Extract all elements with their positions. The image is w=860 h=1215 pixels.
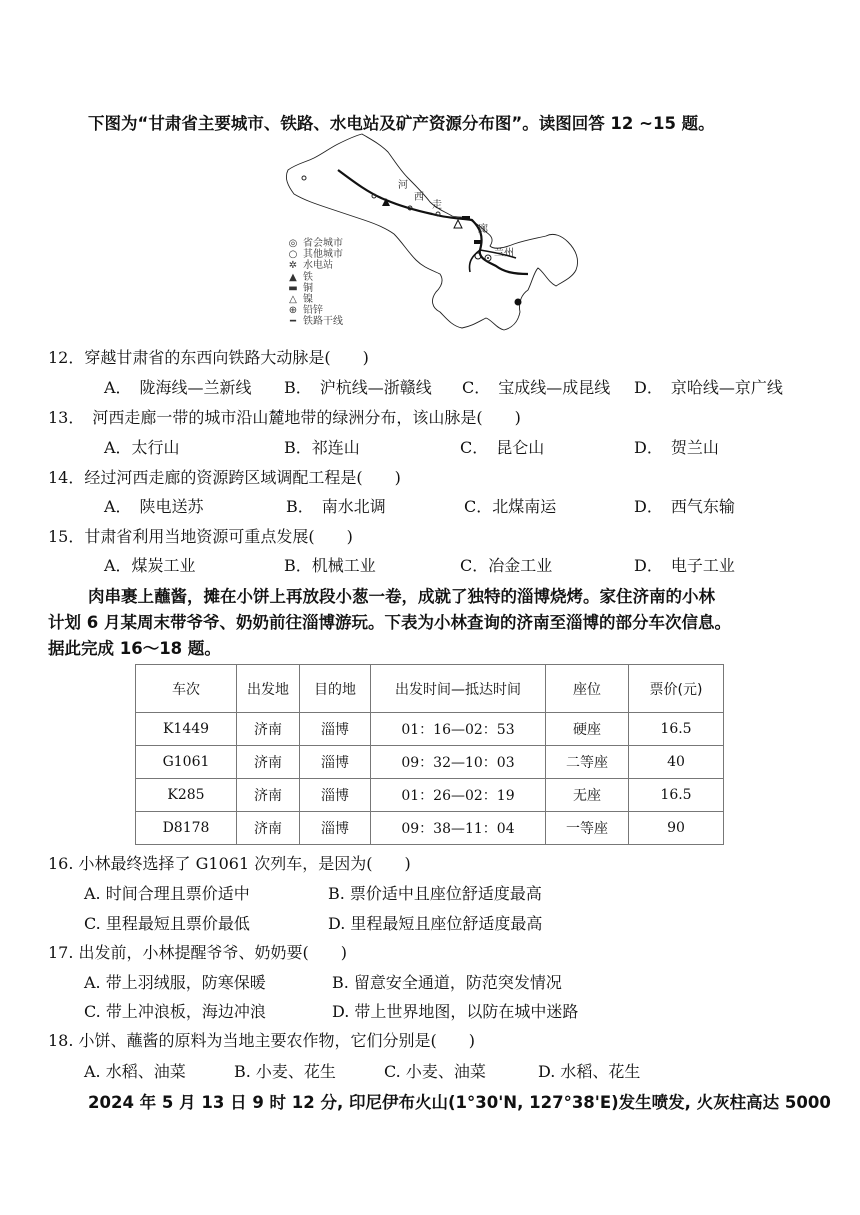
departure-city: 济南 — [237, 779, 300, 812]
column-header: 车次 — [136, 665, 237, 713]
table-row — [136, 812, 724, 845]
destination-city: 淄博 — [300, 746, 371, 779]
column-header: 座位 — [546, 665, 629, 713]
legend-symbol-icon: ⊕ — [288, 305, 298, 317]
legend-item — [283, 260, 343, 271]
travel-time: 01：26—02：19 — [371, 779, 546, 812]
legend-symbol-icon: ○ — [288, 249, 298, 261]
question-17: 17. 出发前，小林提醒爷爷、奶奶要( ) — [48, 943, 348, 962]
q13-option-d[interactable]: D． 贺兰山 — [634, 438, 719, 457]
travel-time: 09：32—10：03 — [371, 746, 546, 779]
q15-option-b[interactable]: B．机械工业 — [284, 556, 376, 575]
destination-city: 淄博 — [300, 779, 371, 812]
capital-city-center — [487, 257, 489, 259]
legend-symbol-icon: ◎ — [288, 238, 298, 249]
map-label: 廊 — [478, 224, 488, 235]
legend-item — [283, 305, 343, 316]
map-label: 走 — [432, 200, 442, 211]
legend-label: 铅锌 — [303, 305, 323, 317]
travel-time: 01：16—02：53 — [371, 713, 546, 746]
map-legend — [283, 238, 343, 328]
question-12: 12．穿越甘肃省的东西向铁路大动脉是( ) — [48, 348, 369, 367]
legend-label: 水电站 — [303, 260, 333, 272]
section-intro-map: 下图为“甘肃省主要城市、铁路、水电站及矿产资源分布图”。读图回答 12 ~15 题。 — [88, 114, 715, 133]
travel-time: 09：38—11：04 — [371, 812, 546, 845]
legend-symbol-icon: △ — [289, 294, 297, 306]
legend-symbol-icon: ✲ — [288, 260, 298, 272]
legend-item — [283, 272, 343, 283]
legend-label: 省会城市 — [303, 238, 343, 249]
legend-item — [283, 316, 343, 327]
ticket-price: 40 — [629, 746, 724, 779]
q17-option-c[interactable]: C. 带上冲浪板，海边冲浪 — [84, 1002, 266, 1021]
legend-label: 铁路干线 — [303, 316, 343, 328]
train-number: K1449 — [136, 713, 237, 746]
destination-city: 淄博 — [300, 713, 371, 746]
legend-label: 铁 — [303, 271, 313, 283]
legend-symbol-icon: ▲ — [289, 271, 297, 283]
section-intro-zibo-line3: 据此完成 16～18 题。 — [48, 639, 221, 658]
q17-option-b[interactable]: B. 留意安全通道，防范突发情况 — [332, 973, 562, 992]
column-header: 出发地 — [237, 665, 300, 713]
q12-option-b[interactable]: B． 沪杭线—浙赣线 — [284, 378, 432, 397]
seat-class: 硬座 — [546, 713, 629, 746]
section-intro-zibo-line1: 肉串裹上蘸酱，摊在小饼上再放段小葱一卷，成就了独特的淄博烧烤。家住济南的小林 — [88, 587, 715, 606]
train-schedule-table — [135, 664, 724, 845]
table-row — [136, 713, 724, 746]
train-number: G1061 — [136, 746, 237, 779]
copper-mine-icon — [474, 240, 482, 244]
q15-option-d[interactable]: D． 电子工业 — [634, 556, 735, 575]
q15-option-c[interactable]: C．冶金工业 — [460, 556, 553, 575]
q17-option-a[interactable]: A. 带上羽绒服，防寒保暖 — [84, 973, 266, 992]
legend-item — [283, 294, 343, 305]
q15-option-a[interactable]: A．煤炭工业 — [104, 556, 196, 575]
departure-city: 济南 — [237, 746, 300, 779]
departure-city: 济南 — [237, 812, 300, 845]
legend-label: 镍 — [303, 294, 313, 306]
q16-option-b[interactable]: B. 票价适中且座位舒适度最高 — [328, 884, 542, 903]
section-intro-zibo-line2: 计划 6 月某周末带爷爷、奶奶前往淄博游玩。下表为小林查询的济南至淄博的部分车次信息。 — [48, 613, 731, 632]
question-14: 14．经过河西走廊的资源跨区域调配工程是( ) — [48, 468, 401, 487]
city-dot — [302, 176, 306, 180]
map-label: 西 — [414, 192, 424, 203]
question-18: 18. 小饼、蘸酱的原料为当地主要农作物，它们分别是( ) — [48, 1031, 476, 1050]
q14-option-c[interactable]: C．北煤南运 — [464, 497, 557, 516]
column-header: 出发时间—抵达时间 — [371, 665, 546, 713]
table-row — [136, 746, 724, 779]
q18-option-c[interactable]: C. 小麦、油菜 — [384, 1062, 486, 1081]
map-label: 河 — [398, 180, 408, 191]
question-16: 16. 小林最终选择了 G1061 次列车，是因为( ) — [48, 854, 411, 873]
q16-option-c[interactable]: C. 里程最短且票价最低 — [84, 914, 250, 933]
legend-label: 其他城市 — [303, 249, 343, 261]
ticket-price: 90 — [629, 812, 724, 845]
table-row — [136, 779, 724, 812]
q14-option-d[interactable]: D． 西气东输 — [634, 497, 735, 516]
q12-option-d[interactable]: D． 京哈线—京广线 — [634, 378, 783, 397]
question-13: 13． 河西走廊一带的城市沿山麓地带的绿洲分布，该山脉是( ) — [48, 408, 521, 427]
ticket-price: 16.5 — [629, 779, 724, 812]
seat-class: 二等座 — [546, 746, 629, 779]
q18-option-d[interactable]: D. 水稻、花生 — [538, 1062, 641, 1081]
seat-class: 无座 — [546, 779, 629, 812]
map-label: 兰州 — [494, 248, 514, 259]
column-header: 票价(元) — [629, 665, 724, 713]
legend-item — [283, 238, 343, 249]
q18-option-b[interactable]: B. 小麦、花生 — [234, 1062, 336, 1081]
copper-mine-icon — [462, 216, 470, 220]
q16-option-a[interactable]: A. 时间合理且票价适中 — [84, 884, 250, 903]
seat-class: 一等座 — [546, 812, 629, 845]
q17-option-d[interactable]: D. 带上世界地图，以防在城中迷路 — [332, 1002, 579, 1021]
train-number: K285 — [136, 779, 237, 812]
legend-item — [283, 283, 343, 294]
question-15: 15．甘肃省利用当地资源可重点发展( ) — [48, 527, 353, 546]
legend-label: 铜 — [303, 282, 313, 294]
lead-zinc-mine-icon — [515, 299, 522, 306]
legend-symbol-icon: ▬ — [288, 282, 298, 294]
q12-option-a[interactable]: A． 陇海线—兰新线 — [104, 378, 252, 397]
destination-city: 淄博 — [300, 812, 371, 845]
nickel-mine-icon — [454, 220, 462, 228]
ticket-price: 16.5 — [629, 713, 724, 746]
legend-item — [283, 249, 343, 260]
q14-option-a[interactable]: A． 陕电送苏 — [104, 497, 204, 516]
q12-option-c[interactable]: C． 宝成线—成昆线 — [462, 378, 611, 397]
column-header: 目的地 — [300, 665, 371, 713]
q13-option-a[interactable]: A．太行山 — [104, 438, 180, 457]
q13-option-c[interactable]: C． 昆仑山 — [460, 438, 545, 457]
table-header-row — [136, 665, 724, 713]
departure-city: 济南 — [237, 713, 300, 746]
q14-option-b[interactable]: B． 南水北调 — [286, 497, 386, 516]
q13-option-b[interactable]: B．祁连山 — [284, 438, 360, 457]
q18-option-a[interactable]: A. 水稻、油菜 — [84, 1062, 186, 1081]
train-number: D8178 — [136, 812, 237, 845]
section-intro-volcano: 2024 年 5 月 13 日 9 时 12 分, 印尼伊布火山(1°30'N, 127°38'E)发生喷发, 火灰柱高达 5000 — [88, 1093, 831, 1112]
legend-symbol-icon: ━ — [289, 316, 297, 328]
q16-option-d[interactable]: D. 里程最短且座位舒适度最高 — [328, 914, 543, 933]
